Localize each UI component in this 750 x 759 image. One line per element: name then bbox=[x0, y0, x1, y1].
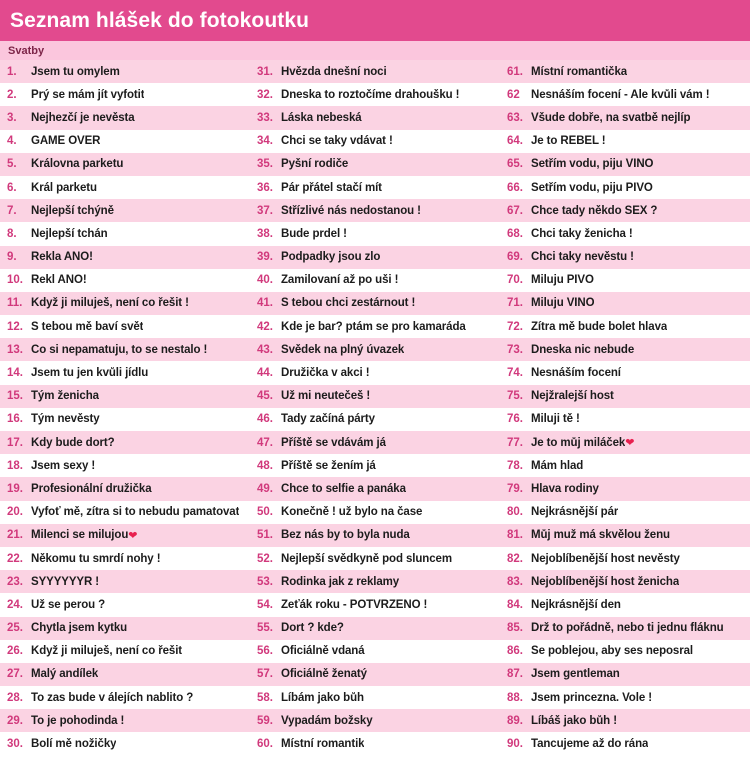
list-item bbox=[0, 431, 250, 454]
heart-icon: ❤ bbox=[128, 529, 138, 542]
item-text: Jsem sexy ! bbox=[31, 459, 96, 472]
item-number: 59. bbox=[257, 714, 273, 727]
list-item bbox=[0, 408, 250, 431]
list-item bbox=[500, 408, 750, 431]
item-text: Dort ? kde? bbox=[281, 622, 344, 635]
item-text: Tancujeme až do rána bbox=[531, 738, 649, 751]
item-text: Chci taky nevěstu ! bbox=[531, 251, 634, 264]
item-number: 9. bbox=[7, 251, 17, 264]
item-text: Jsem tu jen kvůli jídlu bbox=[31, 367, 149, 380]
item-text: Šetřím vodu, piju PIVO bbox=[531, 181, 653, 194]
item-text: Chci se taky vdávat ! bbox=[281, 135, 393, 148]
list-item bbox=[500, 570, 750, 593]
list-item bbox=[500, 640, 750, 663]
item-text: Malý andílek bbox=[31, 668, 99, 681]
list-item bbox=[0, 292, 250, 315]
item-number: 58. bbox=[257, 691, 273, 704]
item-number: 28. bbox=[7, 691, 23, 704]
item-number: 14. bbox=[7, 367, 23, 380]
item-number: 57. bbox=[257, 668, 273, 681]
item-text: Nejkrásnější den bbox=[531, 598, 621, 611]
list-item bbox=[250, 222, 500, 245]
item-text: Královna parketu bbox=[31, 158, 124, 171]
list-item bbox=[500, 315, 750, 338]
list-item bbox=[500, 593, 750, 616]
item-number: 68. bbox=[507, 227, 523, 240]
item-text: Profesionální družička bbox=[31, 482, 152, 495]
list-item bbox=[0, 385, 250, 408]
list-item bbox=[0, 83, 250, 106]
list-item bbox=[500, 83, 750, 106]
section-label: Svatby bbox=[8, 44, 45, 57]
item-number: 32. bbox=[257, 88, 273, 101]
item-number: 22. bbox=[7, 552, 23, 565]
list-item bbox=[0, 222, 250, 245]
list-item bbox=[0, 477, 250, 500]
item-number: 11. bbox=[7, 297, 23, 310]
list-item bbox=[0, 686, 250, 709]
column-3 bbox=[500, 60, 750, 756]
item-text: S tebou mě baví svět bbox=[31, 320, 144, 333]
item-text: Místní romantik bbox=[281, 738, 365, 751]
list-item bbox=[250, 292, 500, 315]
item-number: 46. bbox=[257, 413, 273, 426]
item-number: 27. bbox=[7, 668, 23, 681]
item-text: Zamilovaní až po uši ! bbox=[281, 274, 399, 287]
list-item bbox=[250, 361, 500, 384]
item-number: 43. bbox=[257, 343, 273, 356]
item-number: 16. bbox=[7, 413, 23, 426]
item-text: Oficiálně ženatý bbox=[281, 668, 367, 681]
item-text: Bez nás by to byla nuda bbox=[281, 529, 410, 542]
list-item bbox=[250, 570, 500, 593]
item-number: 73. bbox=[507, 343, 523, 356]
section-header bbox=[0, 41, 750, 60]
item-number: 8. bbox=[7, 227, 17, 240]
list-item bbox=[0, 454, 250, 477]
item-number: 24. bbox=[7, 598, 23, 611]
list-item bbox=[500, 176, 750, 199]
item-text: Řekla ANO! bbox=[31, 251, 93, 264]
item-number: 10. bbox=[7, 274, 23, 287]
list-item bbox=[250, 385, 500, 408]
item-text: Tady začíná párty bbox=[281, 413, 375, 426]
list-item bbox=[0, 617, 250, 640]
list-item bbox=[500, 732, 750, 755]
item-number: 47. bbox=[257, 436, 273, 449]
item-text: Se poblejou, aby ses neposral bbox=[531, 645, 693, 658]
column-1 bbox=[0, 60, 250, 756]
list-item bbox=[250, 709, 500, 732]
item-text: Řekl ANO! bbox=[31, 274, 87, 287]
item-text: To je pohodinda ! bbox=[31, 714, 125, 727]
item-number: 34. bbox=[257, 135, 273, 148]
item-text: Tým ženicha bbox=[31, 390, 99, 403]
item-number: 50. bbox=[257, 506, 273, 519]
item-number: 62 bbox=[507, 88, 520, 101]
item-text: Milenci se milujou bbox=[31, 529, 129, 542]
list-item bbox=[250, 593, 500, 616]
item-number: 3. bbox=[7, 111, 17, 124]
list-item bbox=[500, 60, 750, 83]
list-item bbox=[500, 431, 750, 454]
list-item bbox=[0, 315, 250, 338]
item-number: 25. bbox=[7, 622, 23, 635]
list-item bbox=[250, 547, 500, 570]
item-number: 52. bbox=[257, 552, 273, 565]
item-text: Zeťák roku - POTVRZENO ! bbox=[281, 598, 428, 611]
list-item bbox=[500, 361, 750, 384]
item-number: 23. bbox=[7, 575, 23, 588]
list-item bbox=[250, 176, 500, 199]
item-text: Co si nepamatuju, to se nestalo ! bbox=[31, 343, 208, 356]
list-item bbox=[500, 106, 750, 129]
list-item bbox=[250, 663, 500, 686]
list-item bbox=[250, 246, 500, 269]
item-text: Šetřím vodu, piju VÍNO bbox=[531, 158, 654, 171]
list-item bbox=[0, 593, 250, 616]
item-text: Dneska nic nebude bbox=[531, 343, 635, 356]
item-number: 72. bbox=[507, 320, 523, 333]
item-text: Kde je bar? ptám se pro kamaráda bbox=[281, 320, 466, 333]
list-item bbox=[250, 60, 500, 83]
list-item bbox=[0, 547, 250, 570]
item-text: Miluju VÍNO bbox=[531, 297, 595, 310]
item-number: 69. bbox=[507, 251, 523, 264]
list-item bbox=[250, 315, 500, 338]
list-item bbox=[500, 524, 750, 547]
item-text: Nesnáším focení - Ale kvůli vám ! bbox=[531, 88, 710, 101]
item-text: Jsem princezna. Vole ! bbox=[531, 691, 652, 704]
item-text: Chytla jsem kytku bbox=[31, 622, 128, 635]
item-number: 70. bbox=[507, 274, 523, 287]
heart-icon: ❤ bbox=[625, 437, 635, 450]
list-item bbox=[0, 176, 250, 199]
item-text: Už se perou ? bbox=[31, 598, 106, 611]
list-item bbox=[250, 269, 500, 292]
item-text: Příště se vdávám já bbox=[281, 436, 386, 449]
item-text: Když ji miluješ, není co řešit bbox=[31, 645, 183, 658]
list-item bbox=[250, 732, 500, 755]
item-number: 60. bbox=[257, 738, 273, 751]
list-item bbox=[250, 130, 500, 153]
item-text: GAME OVER bbox=[31, 135, 101, 148]
item-text: Nejlepší svědkyně pod sluncem bbox=[281, 552, 452, 565]
item-text: Podpadky jsou zlo bbox=[281, 251, 381, 264]
item-text: Líbáš jako bůh ! bbox=[531, 714, 617, 727]
item-number: 89. bbox=[507, 714, 523, 727]
item-number: 84. bbox=[507, 598, 523, 611]
list-item bbox=[0, 60, 250, 83]
item-text: Svědek na plný úvazek bbox=[281, 343, 405, 356]
item-number: 38. bbox=[257, 227, 273, 240]
list-item bbox=[500, 547, 750, 570]
item-text: Konečně ! už bylo na čase bbox=[281, 506, 423, 519]
item-text: Vypadám božsky bbox=[281, 714, 373, 727]
item-text: Nesnáším focení bbox=[531, 367, 621, 380]
item-number: 18. bbox=[7, 459, 23, 472]
item-text: Chce tady někdo SEX ? bbox=[531, 204, 658, 217]
list-item bbox=[500, 153, 750, 176]
item-text: Pár přátel stačí mít bbox=[281, 181, 382, 194]
item-number: 35. bbox=[257, 158, 273, 171]
item-text: Místní romantička bbox=[531, 65, 628, 78]
item-text: Nejžralejší host bbox=[531, 390, 614, 403]
item-text: Vyfoť mě, zítra si to nebudu pamatovat bbox=[31, 506, 240, 519]
item-number: 67. bbox=[507, 204, 523, 217]
item-number: 78. bbox=[507, 459, 523, 472]
item-text: Příště se žením já bbox=[281, 459, 376, 472]
item-text: Bolí mě nožičky bbox=[31, 738, 117, 751]
item-number: 4. bbox=[7, 135, 17, 148]
item-text: Prý se mám jít vyfotit bbox=[31, 88, 145, 101]
list-item bbox=[0, 524, 250, 547]
list-columns bbox=[0, 60, 750, 756]
item-number: 7. bbox=[7, 204, 17, 217]
item-text: Všude dobře, na svatbě nejlíp bbox=[531, 111, 691, 124]
item-text: Líbám jako bůh bbox=[281, 691, 364, 704]
list-item bbox=[500, 246, 750, 269]
list-item bbox=[0, 570, 250, 593]
item-text: Nejhezčí je nevěsta bbox=[31, 111, 135, 124]
list-item bbox=[500, 454, 750, 477]
list-item bbox=[250, 686, 500, 709]
list-item bbox=[0, 663, 250, 686]
item-number: 55. bbox=[257, 622, 273, 635]
item-number: 41. bbox=[257, 297, 273, 310]
item-number: 87. bbox=[507, 668, 523, 681]
item-text: Někomu tu smrdí nohy ! bbox=[31, 552, 161, 565]
item-number: 12. bbox=[7, 320, 23, 333]
item-text: Je to REBEL ! bbox=[531, 135, 606, 148]
list-item bbox=[250, 338, 500, 361]
item-number: 85. bbox=[507, 622, 523, 635]
item-number: 17. bbox=[7, 436, 23, 449]
list-item bbox=[0, 246, 250, 269]
list-item bbox=[500, 477, 750, 500]
item-number: 5. bbox=[7, 158, 17, 171]
item-number: 6. bbox=[7, 181, 17, 194]
item-text: Láska nebeská bbox=[281, 111, 362, 124]
item-text: Miluji tě ! bbox=[531, 413, 580, 426]
list-item bbox=[0, 199, 250, 222]
item-text: Hvězda dnešní noci bbox=[281, 65, 387, 78]
list-item bbox=[250, 106, 500, 129]
title-bar bbox=[0, 0, 750, 41]
item-text: Oficiálně vdaná bbox=[281, 645, 365, 658]
page-title: Seznam hlášek do fotokoutku bbox=[10, 9, 310, 32]
item-number: 64. bbox=[507, 135, 523, 148]
item-text: Nejoblíbenější host nevěsty bbox=[531, 552, 680, 565]
list-item bbox=[500, 199, 750, 222]
item-text: Hlava rodiny bbox=[531, 482, 599, 495]
item-number: 74. bbox=[507, 367, 523, 380]
item-number: 54. bbox=[257, 598, 273, 611]
list-item bbox=[0, 130, 250, 153]
item-number: 66. bbox=[507, 181, 523, 194]
list-item bbox=[500, 663, 750, 686]
item-number: 80. bbox=[507, 506, 523, 519]
list-item bbox=[500, 338, 750, 361]
item-number: 56. bbox=[257, 645, 273, 658]
item-number: 39. bbox=[257, 251, 273, 264]
item-text: Zítra mě bude bolet hlava bbox=[531, 320, 668, 333]
list-item bbox=[500, 686, 750, 709]
item-number: 37. bbox=[257, 204, 273, 217]
item-number: 61. bbox=[507, 65, 523, 78]
list-item bbox=[250, 617, 500, 640]
item-number: 49. bbox=[257, 482, 273, 495]
item-text: Jsem gentleman bbox=[531, 668, 620, 681]
item-number: 63. bbox=[507, 111, 523, 124]
item-number: 36. bbox=[257, 181, 273, 194]
item-number: 53. bbox=[257, 575, 273, 588]
item-text: Nejoblíbenější host ženicha bbox=[531, 575, 680, 588]
item-text: Nejkrásnější pár bbox=[531, 506, 619, 519]
item-number: 19. bbox=[7, 482, 23, 495]
list-item bbox=[500, 385, 750, 408]
list-item bbox=[250, 153, 500, 176]
item-text: Bude prdel ! bbox=[281, 227, 347, 240]
item-number: 75. bbox=[507, 390, 523, 403]
item-text: Můj muž má skvělou ženu bbox=[531, 529, 670, 542]
list-item bbox=[250, 454, 500, 477]
item-number: 45. bbox=[257, 390, 273, 403]
item-text: Rodinka jak z reklamy bbox=[281, 575, 400, 588]
item-number: 86. bbox=[507, 645, 523, 658]
item-text: Drž to pořádně, nebo ti jednu fláknu bbox=[531, 622, 724, 635]
item-text: Král parketu bbox=[31, 181, 97, 194]
item-text: Kdy bude dort? bbox=[31, 436, 115, 449]
item-text: To zas bude v álejích nablito ? bbox=[31, 691, 194, 704]
list-item bbox=[250, 640, 500, 663]
list-item bbox=[250, 431, 500, 454]
list-item bbox=[0, 338, 250, 361]
item-number: 79. bbox=[507, 482, 523, 495]
item-number: 20. bbox=[7, 506, 23, 519]
list-item bbox=[250, 477, 500, 500]
item-number: 40. bbox=[257, 274, 273, 287]
list-item bbox=[0, 640, 250, 663]
list-item bbox=[500, 292, 750, 315]
item-number: 71. bbox=[507, 297, 523, 310]
list-item bbox=[250, 199, 500, 222]
item-number: 33. bbox=[257, 111, 273, 124]
item-text: Pyšní rodiče bbox=[281, 158, 349, 171]
list-item bbox=[500, 269, 750, 292]
item-number: 90. bbox=[507, 738, 523, 751]
item-number: 42. bbox=[257, 320, 273, 333]
item-text: S tebou chci zestárnout ! bbox=[281, 297, 416, 310]
list-item bbox=[500, 130, 750, 153]
item-text: Jsem tu omylem bbox=[31, 65, 120, 78]
list-item bbox=[250, 408, 500, 431]
item-text: Dneska to roztočíme drahoušku ! bbox=[281, 88, 460, 101]
item-number: 21. bbox=[7, 529, 23, 542]
list-item bbox=[0, 361, 250, 384]
item-number: 88. bbox=[507, 691, 523, 704]
item-number: 76. bbox=[507, 413, 523, 426]
item-number: 81. bbox=[507, 529, 523, 542]
item-text: Nejlepší tchán bbox=[31, 227, 108, 240]
list-item bbox=[250, 524, 500, 547]
item-number: 44. bbox=[257, 367, 273, 380]
item-number: 51. bbox=[257, 529, 273, 542]
item-number: 26. bbox=[7, 645, 23, 658]
list-item bbox=[500, 709, 750, 732]
column-2 bbox=[250, 60, 500, 756]
item-text: Chci taky ženicha ! bbox=[531, 227, 633, 240]
item-text: Už mi neutečeš ! bbox=[281, 390, 371, 403]
item-text: Tým nevěsty bbox=[31, 413, 100, 426]
list-item bbox=[500, 617, 750, 640]
list-item bbox=[500, 501, 750, 524]
item-number: 65. bbox=[507, 158, 523, 171]
item-text: Chce to selfie a panáka bbox=[281, 482, 406, 495]
item-number: 48. bbox=[257, 459, 273, 472]
item-text: Miluju PIVO bbox=[531, 274, 594, 287]
item-number: 13. bbox=[7, 343, 23, 356]
item-number: 2. bbox=[7, 88, 17, 101]
item-number: 15. bbox=[7, 390, 23, 403]
list-item bbox=[0, 153, 250, 176]
item-text: SÝÝÝÝÝÝR ! bbox=[31, 575, 100, 588]
item-number: 30. bbox=[7, 738, 23, 751]
list-item bbox=[0, 501, 250, 524]
list-item bbox=[0, 732, 250, 755]
list-item bbox=[0, 709, 250, 732]
item-text: Je to můj miláček bbox=[531, 436, 626, 449]
item-number: 83. bbox=[507, 575, 523, 588]
item-text: Střízlivé nás nedostanou ! bbox=[281, 204, 421, 217]
item-number: 31. bbox=[257, 65, 273, 78]
item-text: Když ji miluješ, není co řešit ! bbox=[31, 297, 189, 310]
list-item bbox=[0, 269, 250, 292]
list-item bbox=[250, 501, 500, 524]
item-text: Mám hlad bbox=[531, 459, 584, 472]
item-number: 1. bbox=[7, 65, 17, 78]
list-item bbox=[250, 83, 500, 106]
item-number: 29. bbox=[7, 714, 23, 727]
item-number: 77. bbox=[507, 436, 523, 449]
item-text: Družička v akci ! bbox=[281, 367, 370, 380]
item-text: Nejlepší tchýně bbox=[31, 204, 114, 217]
item-number: 82. bbox=[507, 552, 523, 565]
list-item bbox=[0, 106, 250, 129]
list-item bbox=[500, 222, 750, 245]
